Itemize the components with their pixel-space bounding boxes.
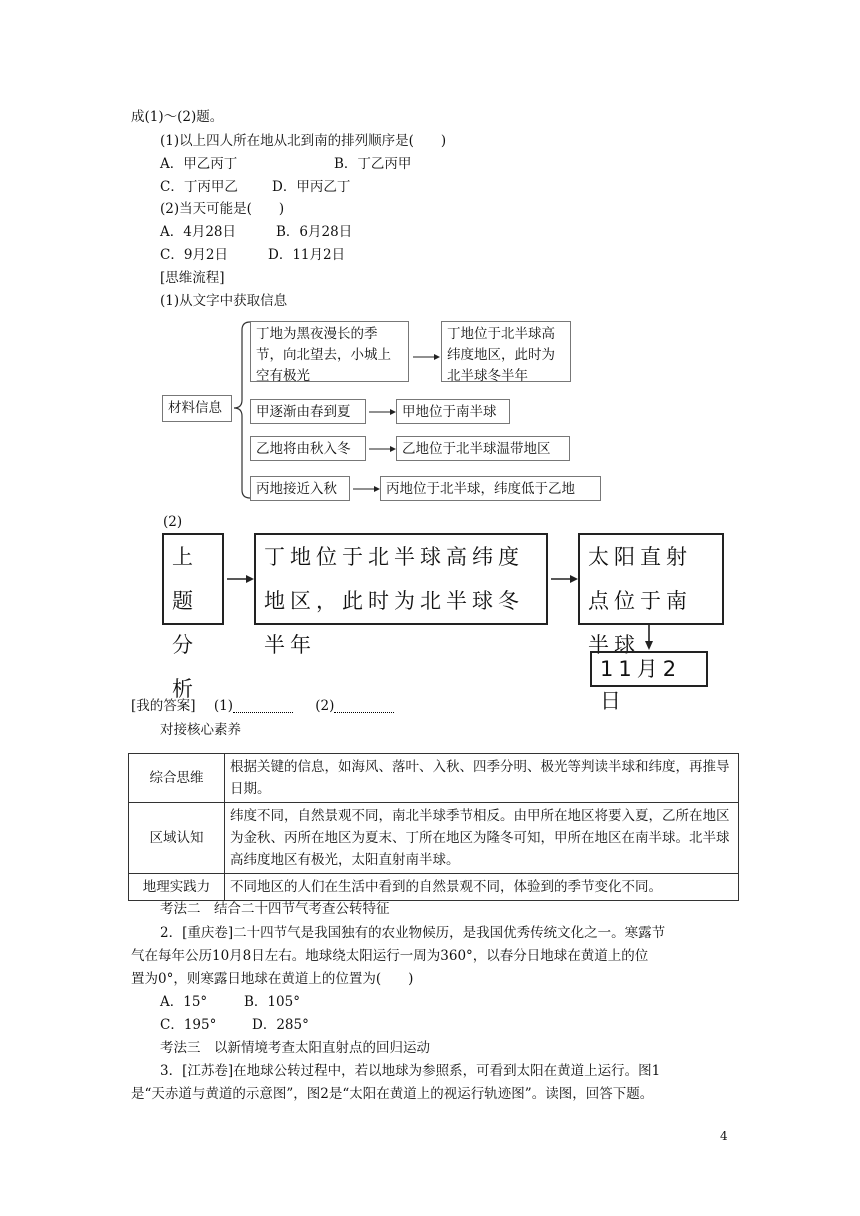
arrow-right-icon xyxy=(226,573,256,585)
question-2: (2)当天可能是( ) xyxy=(160,201,285,217)
method-2-question: 置为0°，则寒露日地球在黄道上的位置为( ) xyxy=(131,971,414,987)
option-b: B．丁乙丙甲 xyxy=(334,156,412,172)
row1-right-box: 丁地位于北半球高纬度地区，此时为北半球冬半年 xyxy=(441,321,571,382)
answer-2-blank[interactable] xyxy=(334,700,394,713)
option-c: C．195° xyxy=(160,1017,217,1033)
arrow-right-icon xyxy=(550,573,580,585)
flow-subtitle-2: (2) xyxy=(163,514,183,530)
answer-line xyxy=(131,694,394,714)
table-row xyxy=(129,803,739,874)
row3-right-box: 乙地位于北半球温带地区 xyxy=(396,436,570,461)
arrow-right-icon xyxy=(412,352,442,362)
method-2-question: 气在每年公历10月8日左右。地球绕太阳运行一周为360°，以春分日地球在黄道上的位 xyxy=(131,948,649,964)
method-3-title: 考法三 以新情境考查太阳直射点的回归运动 xyxy=(160,1040,430,1056)
option-c: C．9月2日 xyxy=(160,247,229,263)
answer-1-blank[interactable] xyxy=(233,700,293,713)
table-header-cell: 综合思维 xyxy=(129,754,225,803)
table-header-cell: 地理实践力 xyxy=(129,874,225,901)
method-2-title: 考法二 结合二十四节气考查公转特征 xyxy=(160,901,390,917)
table-header-cell: 区域认知 xyxy=(129,803,225,874)
table-row xyxy=(129,754,739,803)
arrow-right-icon xyxy=(352,484,382,494)
flow-subtitle-1: (1)从文字中获取信息 xyxy=(160,293,288,309)
table-cell: 纬度不同，自然景观不同，南北半球季节相反。由甲所在地区将要入夏，乙所在地区为金秋、丙所在地区为夏末、丁所在地区为隆冬可知，甲所在地区在南半球。北半球高纬度地区有极光，太阳直射南半球。 xyxy=(225,803,739,874)
table-cell: 根据关键的信息，如海风、落叶、入秋、四季分明、极光等判读半球和纬度，再推导日期。 xyxy=(225,754,739,803)
row4-right-box: 丙地位于北半球，纬度低于乙地 xyxy=(380,476,601,501)
option-d: D．285° xyxy=(252,1017,309,1033)
core-title: 对接核心素养 xyxy=(160,722,241,738)
question-1: (1)以上四人所在地从北到南的排列顺序是( ) xyxy=(160,133,447,149)
option-c: C．丁丙甲乙 xyxy=(160,179,238,195)
method-3-question: 是“天赤道与黄道的示意图”，图2是“太阳在黄道上的视运行轨迹图”。读图，回答下题。 xyxy=(131,1086,654,1102)
option-d: D．11月2日 xyxy=(268,247,346,263)
option-b: B．6月28日 xyxy=(276,224,353,240)
answer-1-label: (1) xyxy=(213,698,233,714)
option-a: A．4月28日 xyxy=(160,224,237,240)
method-2-question: 2．[重庆卷]二十四节气是我国独有的农业物候历，是我国优秀传统文化之一。寒露节 xyxy=(160,925,666,941)
option-a: A．甲乙丙丁 xyxy=(160,156,238,172)
row2-left-box: 甲逐渐由春到夏 xyxy=(250,399,366,424)
option-b: B．105° xyxy=(244,994,300,1010)
option-a: A．15° xyxy=(160,994,208,1010)
arrow-right-icon xyxy=(368,444,398,454)
answer-2-label: (2) xyxy=(315,698,335,714)
page-number: 4 xyxy=(720,1129,728,1143)
table-cell: 不同地区的人们在生活中看到的自然景观不同，体验到的季节变化不同。 xyxy=(225,874,739,901)
core-literacy-table xyxy=(128,753,739,901)
result-box: 11月2日 xyxy=(590,651,708,687)
row1-left-box: 丁地为黑夜漫长的季节，向北望去，小城上空有极光 xyxy=(250,321,409,382)
analysis-box: 上题分析 xyxy=(162,533,224,625)
arrow-right-icon xyxy=(368,407,398,417)
text-line: 成(1)～(2)题。 xyxy=(131,109,224,125)
arrow-down-icon xyxy=(643,625,655,651)
direct-point-box: 太阳直射点位于南半球 xyxy=(578,533,724,625)
option-d: D．甲丙乙丁 xyxy=(272,179,351,195)
root-box: 材料信息 xyxy=(162,395,232,422)
conclusion-box: 丁地位于北半球高纬度地区，此时为北半球冬半年 xyxy=(254,533,548,625)
answer-label: [我的答案] xyxy=(131,698,196,714)
method-3-question: 3．[江苏卷]在地球公转过程中，若以地球为参照系，可看到太阳在黄道上运行。图1 xyxy=(160,1063,661,1079)
flow-title: [思维流程] xyxy=(160,270,225,286)
row3-left-box: 乙地将由秋入冬 xyxy=(250,436,366,461)
row4-left-box: 丙地接近入秋 xyxy=(250,476,350,501)
row2-right-box: 甲地位于南半球 xyxy=(396,399,510,424)
